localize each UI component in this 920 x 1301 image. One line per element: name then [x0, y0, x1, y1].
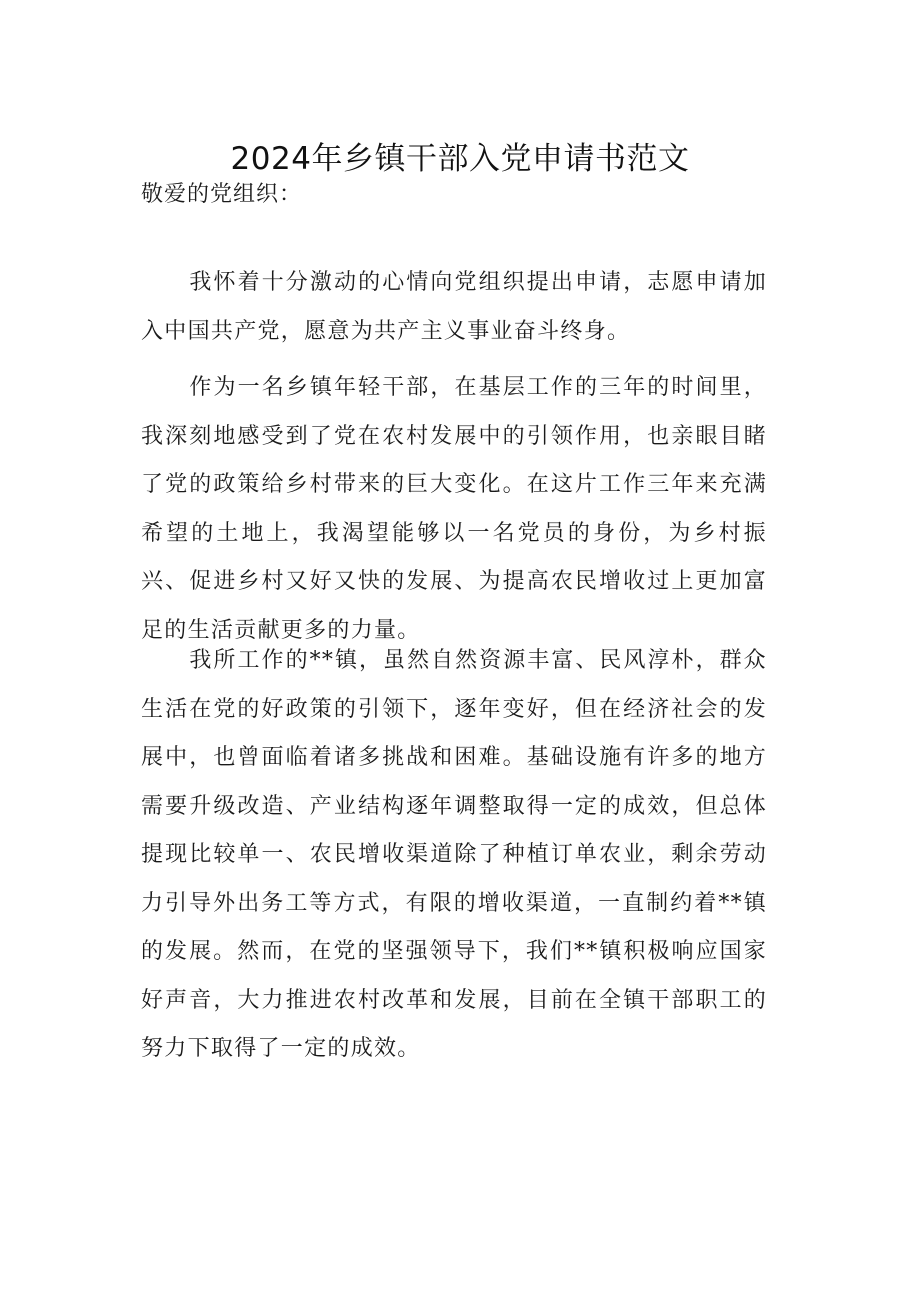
paragraph-1: 我怀着十分激动的心情向党组织提出申请，志愿申请加入中国共产党，愿意为共产主义事业奋斗终身。: [141, 270, 767, 344]
paragraph-3: 我所工作的**镇，虽然自然资源丰富、民风淳朴，群众生活在党的好政策的引领下，逐年变好，但在经济社会的发展中，也曾面临着诸多挑战和困难。基础设施有许多的地方需要升级改造、产业结构逐年调整取得一定的成效，但总体提现比较单一、农民增收渠道除了种植订单农业，剩余劳动力引导外出务工等方式，有限的增收渠道，一直制约着**镇的发展。然而，在党的坚强领导下，我们**镇积极响应国家好声音，大力推进农村改革和发展，目前在全镇干部职工的努力下取得了一定的成效。: [141, 648, 767, 1061]
paragraph-2: 作为一名乡镇年轻干部，在基层工作的三年的时间里，我深刻地感受到了党在农村发展中的引领作用，也亲眼目睹了党的政策给乡村带来的巨大变化。在这片工作三年来充满希望的土地上，我渴望能够以一名党员的身份，为乡村振兴、促进乡村又好又快的发展、为提高农民增收过上更加富足的生活贡献更多的力量。: [141, 375, 767, 643]
document-title: 2024年乡镇干部入党申请书范文: [230, 141, 690, 177]
salutation: 敬爱的党组织：: [141, 182, 303, 207]
